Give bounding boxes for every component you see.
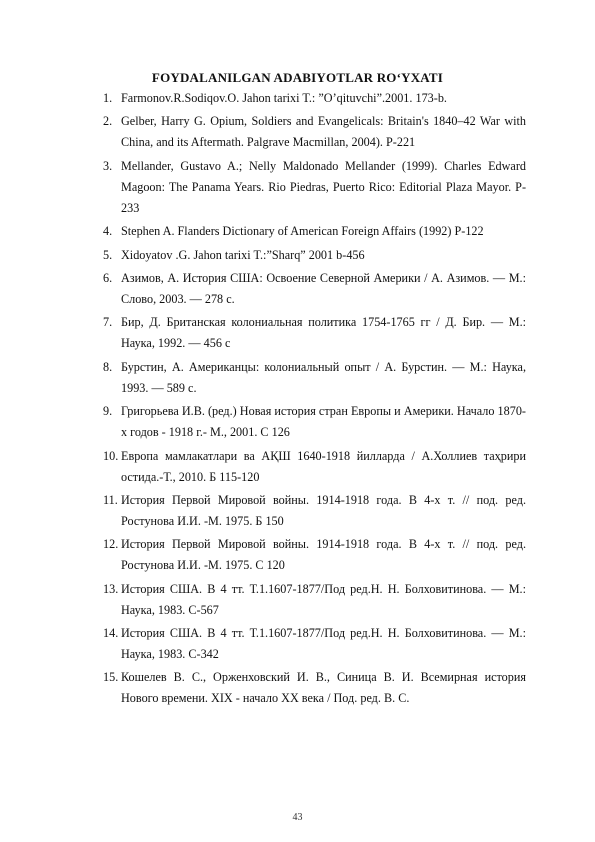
reference-text: Farmonov.R.Sodiqov.O. Jahon tarixi T.: ”O’qituvchi”.2001. 173-b. — [121, 91, 447, 105]
reference-item — [103, 221, 526, 242]
reference-text: История Первой Мировой войны. 1914-1918 года. В 4-х т. // под. ред. Ростунова И.И. -М. 1975. С 120 — [121, 537, 526, 573]
reference-item — [103, 490, 526, 532]
reference-number: 11. — [103, 492, 118, 507]
reference-text: Бир, Д. Британская колониальная политика 1754-1765 гг / Д. Бир. — М.: Наука, 1992. — 456 с — [121, 315, 526, 351]
reference-item — [103, 88, 526, 109]
reference-number: 5. — [103, 247, 113, 262]
reference-text: История США. В 4 тт. Т.1.1607-1877/Под ред.Н. Н. Болховитинова. — М.: Наука, 1983. С-342 — [121, 626, 526, 662]
reference-number: 1. — [103, 91, 113, 105]
reference-number: 9. — [103, 404, 113, 419]
reference-number: 13. — [103, 581, 119, 596]
reference-text: Кошелев В. С., Орженховский И. В., Синица В. И. Всемирная история Нового времени. XIX - начало XX века / Под. ред. В. С. — [121, 670, 526, 706]
reference-text: История США. В 4 тт. Т.1.1607-1877/Под ред.Н. Н. Болховитинова. — М.: Наука, 1983. С-567 — [121, 581, 526, 617]
reference-list — [103, 88, 526, 712]
reference-text: Григорьева И.В. (ред.) Новая история стран Европы и Америки. Начало 1870-х годов - 1918 г.- М., 2001. С 126 — [121, 404, 526, 440]
reference-item — [103, 579, 526, 621]
reference-number: 4. — [103, 224, 113, 239]
reference-number: 2. — [103, 114, 113, 129]
reference-item — [103, 245, 526, 266]
page-title: FOYDALANILGAN ADABIYOTLAR RO‘YXATI — [151, 70, 444, 85]
reference-text: Gelber, Harry G. Opium, Soldiers and Evangelicals: Britain's 1840–42 War with China, and its Aftermath. Palgrave Macmillan, 2004). P-221 — [121, 114, 526, 150]
reference-number: 7. — [103, 315, 113, 330]
reference-number: 8. — [103, 359, 113, 374]
reference-item — [103, 623, 526, 665]
reference-text: Азимов, А. История США: Освоение Северной Америки / А. Азимов. — М.: Слово, 2003. — 278 с. — [121, 270, 526, 306]
reference-text: История Первой Мировой войны. 1914-1918 года. В 4-х т. // под. ред. Ростунова И.И. -М. 1975. Б 150 — [121, 492, 526, 528]
reference-number: 12. — [103, 537, 119, 552]
reference-number: 14. — [103, 626, 119, 641]
reference-number: 6. — [103, 270, 113, 285]
reference-item — [103, 268, 526, 310]
reference-number: 15. — [103, 670, 119, 685]
reference-item — [103, 312, 526, 354]
reference-item — [103, 667, 526, 709]
reference-item — [103, 111, 526, 153]
page-number: 43 — [292, 812, 303, 823]
reference-number: 10. — [103, 448, 119, 463]
reference-text: Европа мамлакатлари ва АҚШ 1640-1918 йилларда / А.Холлиев таҳрири остида.-Т., 2010. Б 115-120 — [121, 448, 526, 484]
reference-item — [103, 156, 526, 219]
reference-item — [103, 401, 526, 443]
reference-text: Бурстин, А. Американцы: колониальный опыт / А. Бурстин. — М.: Наука, 1993. — 589 с. — [121, 359, 526, 395]
reference-text: Mellander, Gustavo A.; Nelly Maldonado Mellander (1999). Charles Edward Magoon: The Panama Years. Rio Piedras, Puerto Rico: Editorial Plaza Mayor. P-233 — [121, 158, 526, 215]
reference-item — [103, 357, 526, 399]
reference-item — [103, 534, 526, 576]
reference-number: 3. — [103, 158, 113, 173]
reference-text: Xidoyatov .G. Jahon tarixi T.:”Sharq” 2001 b-456 — [121, 247, 365, 262]
reference-item — [103, 446, 526, 488]
reference-text: Stephen A. Flanders Dictionary of American Foreign Affairs (1992) P-122 — [121, 224, 484, 239]
